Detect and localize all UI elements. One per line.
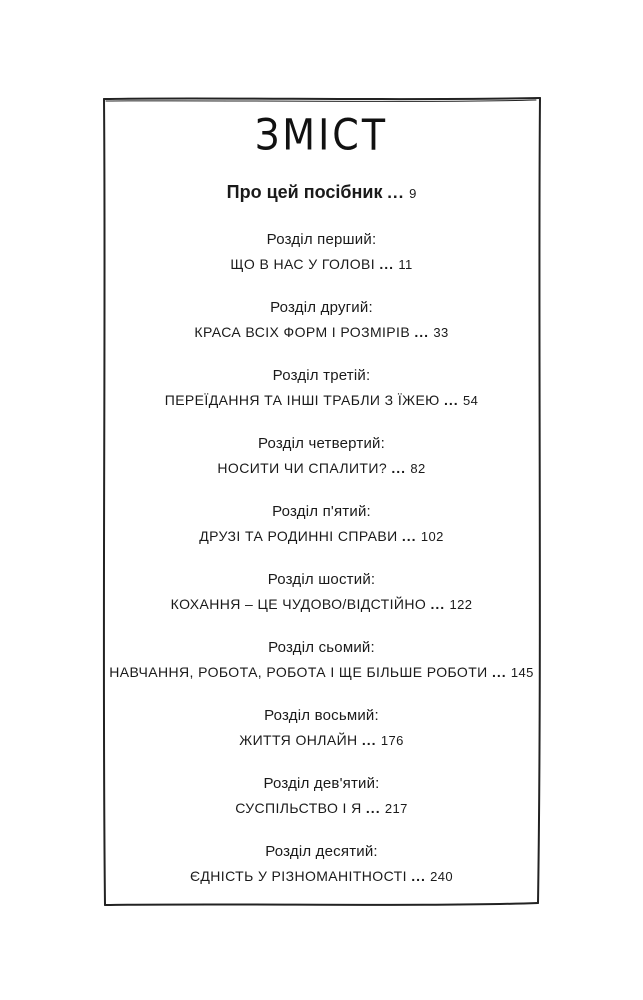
page-number: 176 (380, 733, 404, 748)
leader-dots: ... (387, 183, 405, 202)
chapter-label: Розділ сьомий: (268, 639, 375, 656)
chapter-title-line (108, 866, 535, 887)
page-number: 240 (430, 869, 454, 884)
chapter-entry-9 (108, 766, 535, 834)
chapter-label: Розділ шостий: (267, 571, 376, 588)
chapter-entry-10 (108, 834, 535, 902)
chapter-label: Розділ восьмий: (264, 707, 379, 724)
chapter-title: ЖИТТЯ ОНЛАЙН (239, 732, 358, 748)
leader-dots: ... (401, 528, 417, 544)
chapter-title: НАВЧАННЯ, РОБОТА, РОБОТА І ЩЕ БІЛЬШЕ РОБОТИ (109, 664, 488, 680)
leader-dots: ... (379, 256, 395, 272)
chapter-title: ЄДНІСТЬ У РІЗНОМАНІТНОСТІ (189, 868, 407, 884)
page-number: 145 (510, 665, 534, 680)
chapter-title: СУСПІЛЬСТВО І Я (235, 800, 362, 816)
leader-dots: ... (444, 392, 459, 408)
page-number: 54 (463, 393, 479, 408)
page-number: 9 (409, 186, 417, 201)
chapter-title: ЩО В НАС У ГОЛОВІ (230, 256, 376, 272)
page-number: 122 (449, 597, 473, 612)
chapter-label: Розділ дев'ятий: (263, 775, 380, 792)
chapter-entry-8 (108, 698, 535, 766)
leader-dots: ... (391, 460, 407, 476)
chapter-entry-7 (108, 630, 535, 698)
chapter-title: ДРУЗІ ТА РОДИННІ СПРАВИ (199, 528, 398, 544)
chapter-title-line (108, 254, 535, 275)
chapter-title-line (108, 322, 535, 343)
chapter-title-line (108, 594, 535, 615)
chapter-entry-4 (108, 426, 535, 494)
leader-dots: ... (491, 664, 507, 680)
chapter-entry-5 (108, 494, 535, 562)
leader-dots: ... (430, 596, 446, 612)
chapter-title-line (108, 526, 535, 547)
chapter-entry-1 (108, 222, 535, 290)
table-of-contents (108, 100, 535, 902)
page-number: 102 (420, 529, 444, 544)
chapter-title: НОСИТИ ЧИ СПАЛИТИ? (217, 460, 388, 476)
chapter-title: ПЕРЕЇДАННЯ ТА ІНШІ ТРАБЛИ З ЇЖЕЮ (164, 392, 440, 408)
leader-dots: ... (414, 324, 430, 340)
chapter-label: Розділ перший: (266, 231, 377, 248)
chapter-label: Розділ третій: (272, 367, 371, 384)
page-number: 33 (433, 325, 449, 340)
chapter-label: Розділ п'ятий: (272, 503, 371, 520)
chapter-label: Розділ десятий: (265, 843, 378, 860)
leader-dots: ... (365, 800, 381, 816)
chapter-title-line (108, 730, 535, 751)
chapter-title-line (108, 662, 535, 683)
page-number: 82 (410, 461, 426, 476)
chapter-entry-6 (108, 562, 535, 630)
chapter-title: КОХАННЯ – ЦЕ ЧУДОВО/ВІДСТІЙНО (170, 596, 427, 612)
chapter-label: Розділ другий: (270, 299, 373, 316)
page-number: 217 (384, 801, 408, 816)
leader-dots: ... (361, 732, 377, 748)
chapter-list (108, 222, 535, 902)
intro-label: Про цей посібник (226, 182, 383, 202)
chapter-entry-2 (108, 290, 535, 358)
chapter-title: КРАСА ВСІХ ФОРМ І РОЗМІРІВ (194, 324, 411, 340)
chapter-entry-3 (108, 358, 535, 426)
chapter-title-line (108, 798, 535, 819)
page-title: ЗМІСТ (254, 110, 389, 160)
page-number: 11 (398, 257, 413, 272)
leader-dots: ... (411, 868, 426, 884)
chapter-label: Розділ четвертий: (258, 435, 385, 452)
chapter-title-line (108, 390, 535, 411)
chapter-title-line (108, 458, 535, 479)
toc-intro-entry (108, 180, 535, 206)
